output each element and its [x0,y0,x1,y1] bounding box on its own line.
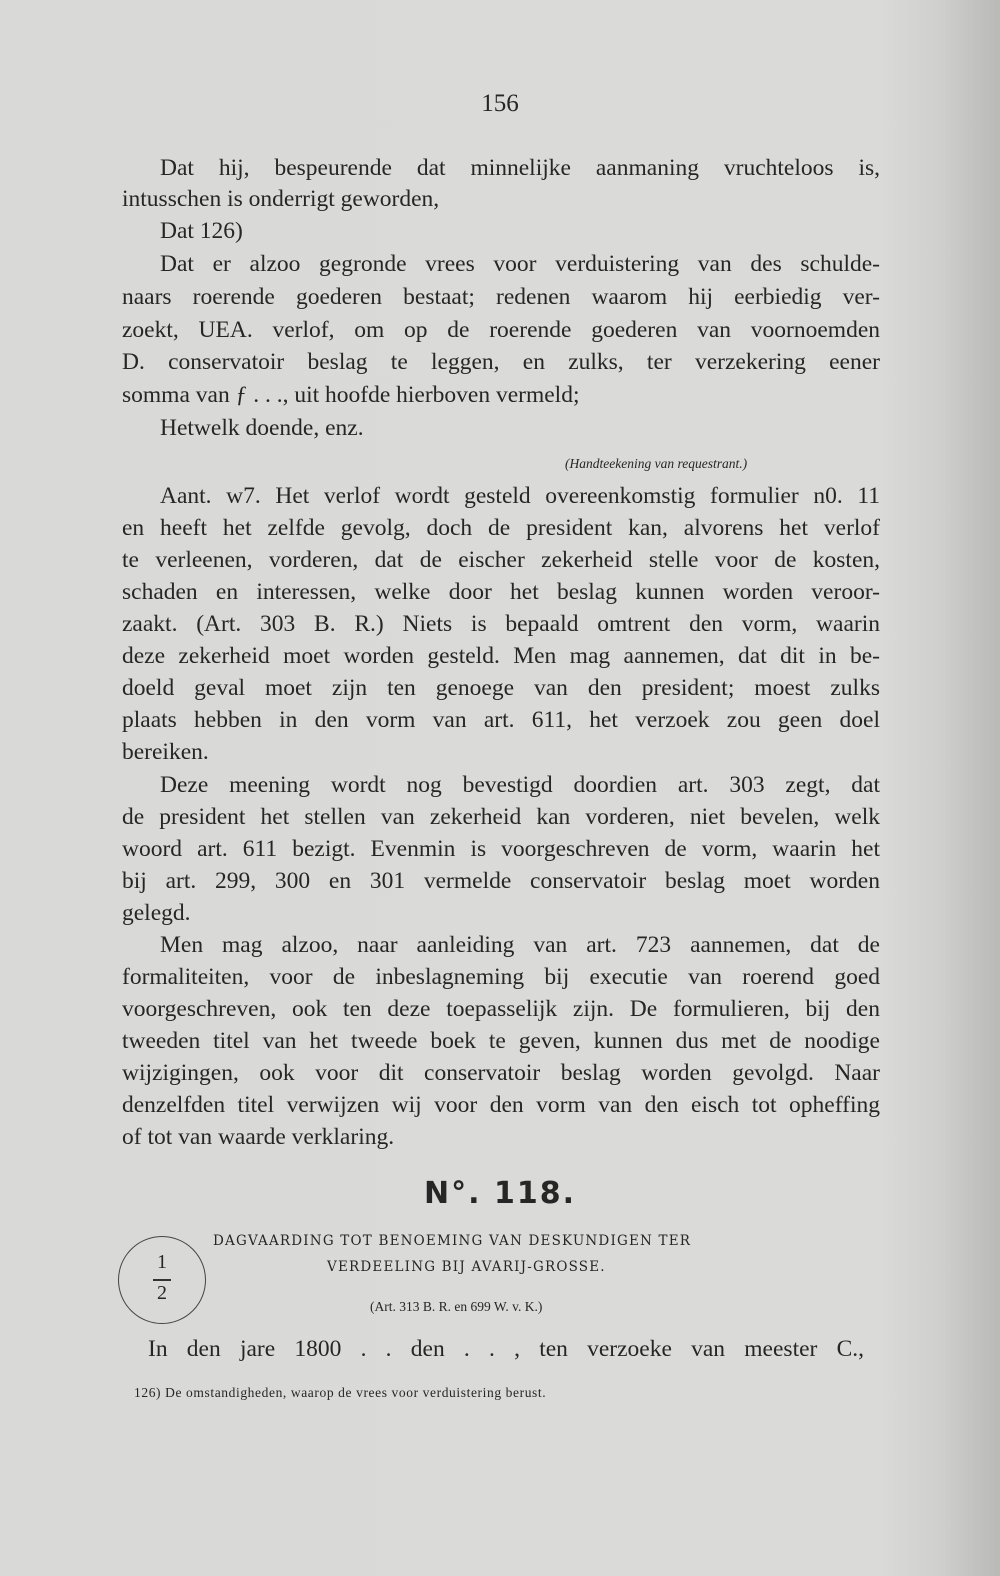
footnote: 126) De omstandigheden, waarop de vrees voor verduistering berust. [134,1385,547,1400]
text-line: woord art. 611 bezigt. Evenmin is voorgeschreven de vorm, waarin het [122,836,880,862]
text-line: Men mag alzoo, naar aanleiding van art. 723 aannemen, dat de [160,932,880,958]
signature-note: (Handteekening van requestrant.) [565,456,748,471]
text-line: Dat er alzoo gegronde vrees voor verduistering van des schulde- [160,251,880,277]
text-line: wijzigingen, ook voor dit conservatoir beslag worden gevolgd. Naar [122,1060,880,1086]
text-line: somma van ƒ . . ., uit hoofde hierboven vermeld; [122,382,580,408]
section-title-line: VERDEELING BIJ AVARIJ-GROSSE. [327,1259,606,1275]
text-line: zoekt, UEA. verlof, om op de roerende goederen van voornoemden [122,317,880,343]
fraction-denominator: 2 [157,1282,167,1304]
page-number: 156 [481,90,519,117]
text-line: Dat hij, bespeurende dat minnelijke aanmaning vruchteloos is, [160,155,880,181]
text-line: doeld geval moet zijn ten genoege van den president; moest zulks [122,675,880,701]
text-line: Dat 126) [160,218,243,244]
section-number: N°. 118. [424,1176,576,1211]
text-line: D. conservatoir beslag te leggen, en zulks, ter verzekering eener [122,349,880,375]
fraction-numerator: 1 [157,1251,167,1273]
text-line: tweeden titel van het tweede boek te geven, kunnen dus met de noodige [122,1028,880,1054]
text-line: formaliteiten, voor de inbeslagneming bij executie van roerend goed [122,964,880,990]
fraction-bar [153,1279,171,1281]
stamp-circle [118,1236,206,1324]
opening-line: In den jare 1800 . . den . . , ten verzoeke van meester C., [148,1336,864,1362]
text-line: Hetwelk doende, enz. [160,415,364,441]
text-line: zaakt. (Art. 303 B. R.) Niets is bepaald omtrent den vorm, waarin [122,611,880,637]
text-line: schaden en interessen, welke door het beslag kunnen worden veroor- [122,579,880,605]
text-line: deze zekerheid moet worden gesteld. Men mag aannemen, dat dit in be- [122,643,880,669]
text-line: te verleenen, vorderen, dat de eischer zekerheid stelle voor de kosten, [122,547,880,573]
text-line: bereiken. [122,739,209,765]
text-line: intusschen is onderrigt geworden, [122,186,440,212]
text-line: naars roerende goederen bestaat; redenen waarom hij eerbiedig ver- [122,284,880,310]
text-line: Aant. w7. Het verlof wordt gesteld overeenkomstig formulier n0. 11 [160,483,880,509]
text-line: denzelfden titel verwijzen wij voor den vorm van den eisch tot opheffing [122,1092,880,1118]
section-title-line: DAGVAARDING TOT BENOEMING VAN DESKUNDIGEN TER [213,1233,692,1249]
text-line: bij art. 299, 300 en 301 vermelde conservatoir beslag moet worden [122,868,880,894]
text-line: of tot van waarde verklaring. [122,1124,395,1150]
text-line: Deze meening wordt nog bevestigd doordien art. 303 zegt, dat [160,772,880,798]
text-line: gelegd. [122,900,191,926]
text-line: de president het stellen van zekerheid kan vorderen, niet bevelen, welk [122,804,880,830]
text-line: voorgeschreven, ook ten deze toepasselijk zijn. De formulieren, bij den [122,996,880,1022]
text-line: plaats hebben in den vorm van art. 611, het verzoek zou geen doel [122,707,880,733]
section-reference: (Art. 313 B. R. en 699 W. v. K.) [370,1299,543,1314]
text-line: en heeft het zelfde gevolg, doch de president kan, alvorens het verlof [122,515,880,541]
